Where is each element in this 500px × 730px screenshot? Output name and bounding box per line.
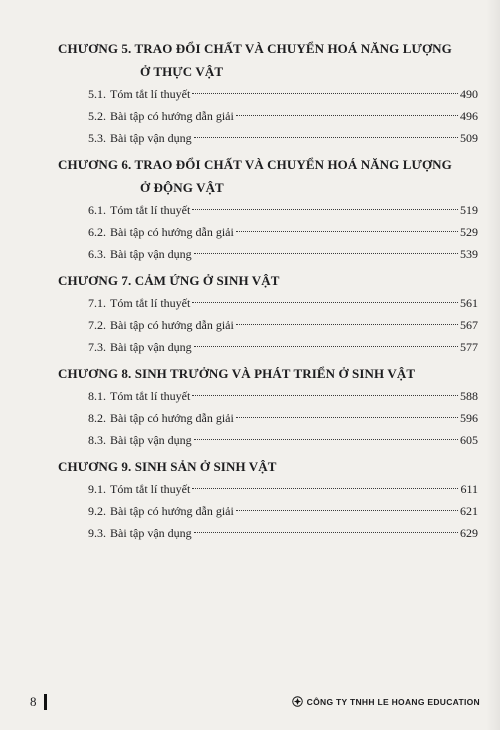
- entry-label: Bài tập có hướng dẫn giải: [110, 318, 234, 332]
- entry-page: 577: [460, 340, 478, 354]
- toc-entry[interactable]: [58, 479, 478, 501]
- dot-leader: [194, 346, 458, 347]
- entry-label: Tóm tắt lí thuyết: [110, 389, 191, 403]
- page-footer: [0, 692, 500, 716]
- toc-entry[interactable]: [58, 337, 478, 359]
- toc-entry[interactable]: [58, 501, 478, 523]
- publisher-logo-icon: [292, 696, 303, 707]
- entry-label: Bài tập vận dụng: [110, 247, 192, 261]
- chapter-title-line2: Ở THỰC VẬT: [140, 64, 224, 79]
- entry-number: 7.2.: [88, 318, 106, 332]
- dot-leader: [194, 253, 458, 254]
- entry-label: Bài tập có hướng dẫn giải: [110, 504, 234, 518]
- chapter-8: [58, 365, 478, 452]
- entry-label: Tóm tắt lí thuyết: [110, 482, 191, 496]
- entry-label: Bài tập vận dụng: [110, 131, 192, 145]
- entry-number: 5.1.: [88, 87, 106, 101]
- entry-number: 7.3.: [88, 340, 106, 354]
- table-of-contents: [58, 40, 478, 551]
- toc-entry[interactable]: [58, 430, 478, 452]
- entry-number: 8.1.: [88, 389, 106, 403]
- chapter-title[interactable]: [58, 458, 478, 475]
- entry-page: 539: [460, 247, 478, 261]
- toc-entry[interactable]: [58, 244, 478, 266]
- chapter-5: [58, 40, 478, 150]
- entry-number: 9.3.: [88, 526, 106, 540]
- chapter-title[interactable]: [58, 156, 478, 196]
- entry-number: 8.2.: [88, 411, 106, 425]
- entry-page: 605: [460, 433, 478, 447]
- entry-number: 6.2.: [88, 225, 106, 239]
- entry-number: 9.2.: [88, 504, 106, 518]
- page-edge-shadow: [486, 0, 500, 730]
- entry-page: 490: [460, 87, 478, 101]
- entry-page: 561: [460, 296, 478, 310]
- entry-label: Bài tập có hướng dẫn giải: [110, 225, 234, 239]
- entry-page: 567: [460, 318, 478, 332]
- toc-entry[interactable]: [58, 293, 478, 315]
- dot-leader: [236, 231, 458, 232]
- entry-number: 8.3.: [88, 433, 106, 447]
- toc-entry[interactable]: [58, 315, 478, 337]
- entry-number: 6.1.: [88, 203, 106, 217]
- entry-label: Bài tập có hướng dẫn giải: [110, 109, 234, 123]
- dot-leader: [236, 510, 458, 511]
- entry-page: 509: [460, 131, 478, 145]
- chapter-title[interactable]: [58, 272, 478, 289]
- chapter-title-line2: Ở ĐỘNG VẬT: [140, 180, 224, 195]
- entry-page: 529: [460, 225, 478, 239]
- entry-page: 621: [460, 504, 478, 518]
- dot-leader: [192, 395, 458, 396]
- dot-leader: [192, 209, 458, 210]
- entry-number: 7.1.: [88, 296, 106, 310]
- chapter-6: [58, 156, 478, 266]
- toc-entry[interactable]: [58, 222, 478, 244]
- toc-entry[interactable]: [58, 386, 478, 408]
- page-number-bar: [44, 694, 47, 710]
- dot-leader: [192, 302, 458, 303]
- chapter-title[interactable]: [58, 365, 478, 382]
- entry-label: Bài tập vận dụng: [110, 526, 192, 540]
- publisher-credit: [292, 696, 480, 707]
- entry-page: 519: [460, 203, 478, 217]
- entry-page: 588: [460, 389, 478, 403]
- chapter-9: [58, 458, 478, 545]
- toc-entry[interactable]: [58, 200, 478, 222]
- entry-label: Bài tập có hướng dẫn giải: [110, 411, 234, 425]
- dot-leader: [194, 532, 458, 533]
- entry-page: 629: [460, 526, 478, 540]
- entry-number: 9.1.: [88, 482, 106, 496]
- toc-entry[interactable]: [58, 523, 478, 545]
- page-number: 8: [30, 694, 37, 709]
- entry-label: Bài tập vận dụng: [110, 340, 192, 354]
- entry-label: Tóm tắt lí thuyết: [110, 87, 191, 101]
- dot-leader: [192, 488, 458, 489]
- publisher-name: CÔNG TY TNHH LE HOANG EDUCATION: [306, 696, 480, 707]
- chapter-title-line1: CHƯƠNG 9. SINH SẢN Ở SINH VẬT: [58, 459, 277, 474]
- entry-label: Tóm tắt lí thuyết: [110, 296, 191, 310]
- chapter-title-line1: CHƯƠNG 5. TRAO ĐỔI CHẤT VÀ CHUYỂN HOÁ NĂNG LƯỢNG: [58, 41, 452, 56]
- toc-entry[interactable]: [58, 84, 478, 106]
- entry-label: Bài tập vận dụng: [110, 433, 192, 447]
- chapter-7: [58, 272, 478, 359]
- dot-leader: [236, 417, 458, 418]
- chapter-title[interactable]: [58, 40, 478, 80]
- entry-page: 611: [460, 482, 478, 496]
- dot-leader: [236, 115, 458, 116]
- toc-entry[interactable]: [58, 106, 478, 128]
- toc-entry[interactable]: [58, 128, 478, 150]
- entry-number: 6.3.: [88, 247, 106, 261]
- entry-page: 496: [460, 109, 478, 123]
- entry-page: 596: [460, 411, 478, 425]
- chapter-title-line1: CHƯƠNG 6. TRAO ĐỔI CHẤT VÀ CHUYỂN HOÁ NĂNG LƯỢNG: [58, 157, 452, 172]
- dot-leader: [194, 439, 458, 440]
- entry-number: 5.3.: [88, 131, 106, 145]
- entry-label: Tóm tắt lí thuyết: [110, 203, 191, 217]
- toc-entry[interactable]: [58, 408, 478, 430]
- dot-leader: [194, 137, 458, 138]
- chapter-title-line1: CHƯƠNG 7. CẢM ỨNG Ở SINH VẬT: [58, 273, 280, 288]
- chapter-title-line1: CHƯƠNG 8. SINH TRƯỞNG VÀ PHÁT TRIỂN Ở SINH VẬT: [58, 366, 416, 381]
- dot-leader: [192, 93, 458, 94]
- entry-number: 5.2.: [88, 109, 106, 123]
- dot-leader: [236, 324, 458, 325]
